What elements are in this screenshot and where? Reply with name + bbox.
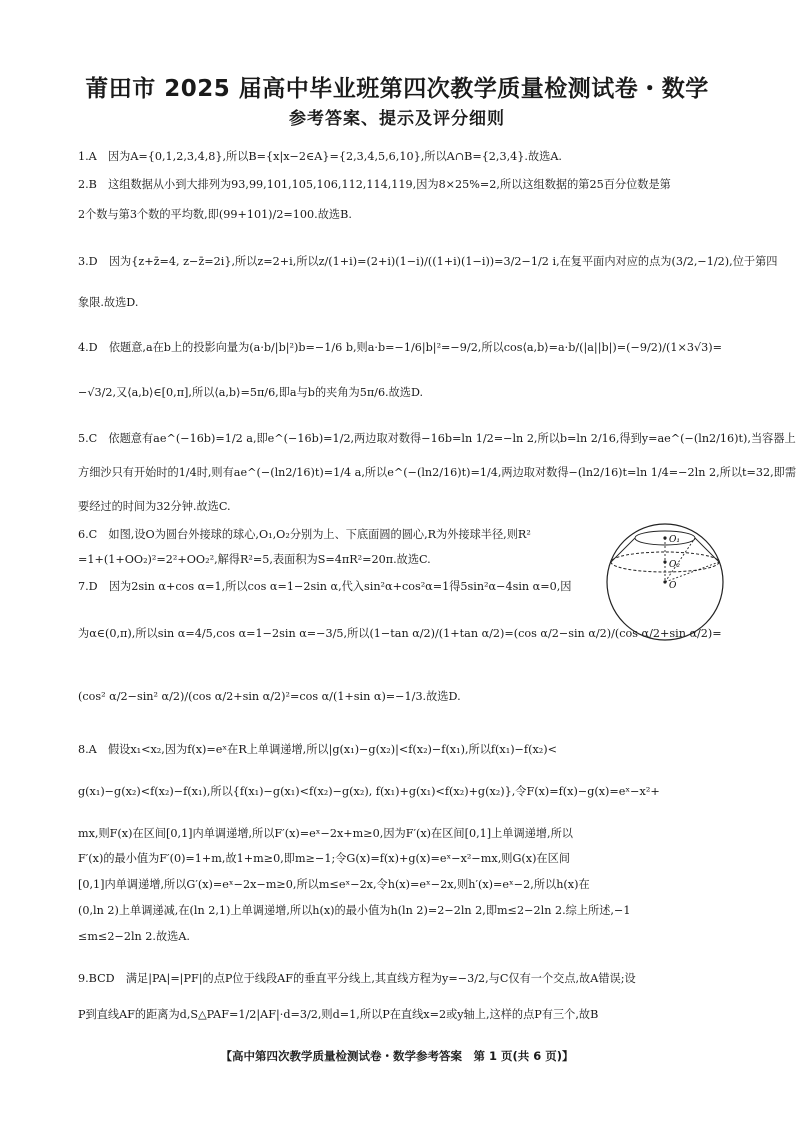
- page-subtitle: 参考答案、提示及评分细则: [289, 109, 505, 129]
- answer-line: [0,1]内单调递增,所以G′(x)=eˣ−2x−m≥0,所以m≤eˣ−2x,令h(x)=eˣ−2x,则h′(x)=eˣ−2,所以h(x)在: [78, 878, 590, 891]
- answer-line: ≤m≤2−2ln 2.故选A.: [78, 930, 190, 943]
- answer-line: 8.A 假设x₁<x₂,因为f(x)=eˣ在R上单调递增,所以|g(x₁)−g(x₂)|<f(x₂)−f(x₁),所以f(x₁)−f(x₂)<: [78, 743, 557, 756]
- label-o1: O₁: [669, 535, 680, 545]
- page-title: 莆田市 2025 届高中毕业班第四次教学质量检测试卷・数学: [85, 76, 709, 102]
- answer-line: F′(x)的最小值为F′(0)=1+m,故1+m≥0,即m≥−1;令G(x)=f(x)+g(x)=eˣ−x²−mx,则G(x)在区间: [78, 852, 570, 865]
- answer-line: 方细沙只有开始时的1/4时,则有ae^(−(ln2/16)t)=1/4 a,所以e^(−(ln2/16)t)=1/4,两边取对数得−(ln2/16)t=ln 1/4=−2ln 2,所以t=32,即需: [78, 466, 796, 479]
- answer-line: 2个数与第3个数的平均数,即(99+101)/2=100.故选B.: [78, 208, 352, 221]
- answer-line: 1.A 因为A={0,1,2,3,4,8},所以B={x|x−2∈A}={2,3,4,5,6,10},所以A∩B={2,3,4}.故选A.: [78, 150, 562, 163]
- answer-line: mx,则F(x)在区间[0,1]内单调递增,所以F′(x)=eˣ−2x+m≥0,因为F′(x)在区间[0,1]上单调递增,所以: [78, 827, 573, 840]
- answer-line: −√3/2,又⟨a,b⟩∈[0,π],所以⟨a,b⟩=5π/6,即a与b的夹角为5π/6.故选D.: [78, 386, 424, 399]
- page-footer: 【高中第四次教学质量检测试卷・数学参考答案 第 1 页(共 6 页)】: [220, 1049, 574, 1063]
- answer-line: 象限.故选D.: [78, 296, 139, 309]
- answer-line: P到直线AF的距离为d,S△PAF=1/2|AF|·d=3/2,则d=1,所以P在直线x=2或y轴上,这样的点P有三个,故B: [78, 1008, 599, 1021]
- answer-line: g(x₁)−g(x₂)<f(x₂)−f(x₁),所以{f(x₁)−g(x₁)<f(x₂)−g(x₂), f(x₁)+g(x₁)<f(x₂)+g(x₂)},令F(x)=f(x)−g(x)=eˣ−x²+: [78, 785, 660, 798]
- answer-line: 2.B 这组数据从小到大排列为93,99,101,105,106,112,114,119,因为8×25%=2,所以这组数据的第25百分位数是第: [78, 178, 671, 191]
- label-o2: O₂: [669, 560, 680, 570]
- label-o: O: [669, 581, 677, 591]
- answer-line: (cos² α/2−sin² α/2)/(cos α/2+sin α/2)²=cos α/(1+sin α)=−1/3.故选D.: [78, 690, 461, 703]
- answer-line: 5.C 依题意有ae^(−16b)=1/2 a,即e^(−16b)=1/2,两边取对数得−16b=ln 1/2=−ln 2,所以b=ln 2/16,得到y=ae^(−(ln2/16)t),当容器上: [78, 432, 796, 445]
- answer-line: 6.C 如图,设O为圆台外接球的球心,O₁,O₂分别为上、下底面圆的圆心,R为外接球半径,则R²: [78, 528, 531, 541]
- point-o1: [663, 536, 666, 539]
- answer-line: (0,ln 2)上单调递减,在(ln 2,1)上单调递增,所以h(x)的最小值为h(ln 2)=2−2ln 2,即m≤2−2ln 2.综上所述,−1: [78, 904, 631, 917]
- answer-line: 3.D 因为{z+z̄=4, z−z̄=2i},所以z=2+i,所以z/(1+i)=(2+i)(1−i)/((1+i)(1−i))=3/2−1/2 i,在复平面内对应的点为(3/2,−1/2),位于第四: [78, 255, 778, 268]
- answer-line: 9.BCD 满足|PA|=|PF|的点P位于线段AF的垂直平分线上,其直线方程为y=−3/2,与C仅有一个交点,故A错误;设: [78, 972, 636, 985]
- answer-line: =1+(1+OO₂)²=2²+OO₂²,解得R²=5,表面积为S=4πR²=20π.故选C.: [78, 553, 431, 566]
- answer-line: 7.D 因为2sin α+cos α=1,所以cos α=1−2sin α,代入sin²α+cos²α=1得5sin²α−4sin α=0,因: [78, 580, 572, 593]
- point-o: [663, 580, 666, 583]
- answer-line: 4.D 依题意,a在b上的投影向量为(a·b/|b|²)b=−1/6 b,则a·b=−1/6|b|²=−9/2,所以cos⟨a,b⟩=a·b/(|a||b|)=(−9/2)/(1×3√3)=: [78, 341, 722, 354]
- answer-line: 要经过的时间为32分钟.故选C.: [78, 500, 231, 513]
- sphere-frustum-figure: [603, 520, 727, 644]
- point-o2: [663, 560, 666, 563]
- answer-line: 为α∈(0,π),所以sin α=4/5,cos α=1−2sin α=−3/5,所以(1−tan α/2)/(1+tan α/2)=(cos α/2−sin α/2)/(cos α/2+sin α/2)=: [78, 627, 722, 640]
